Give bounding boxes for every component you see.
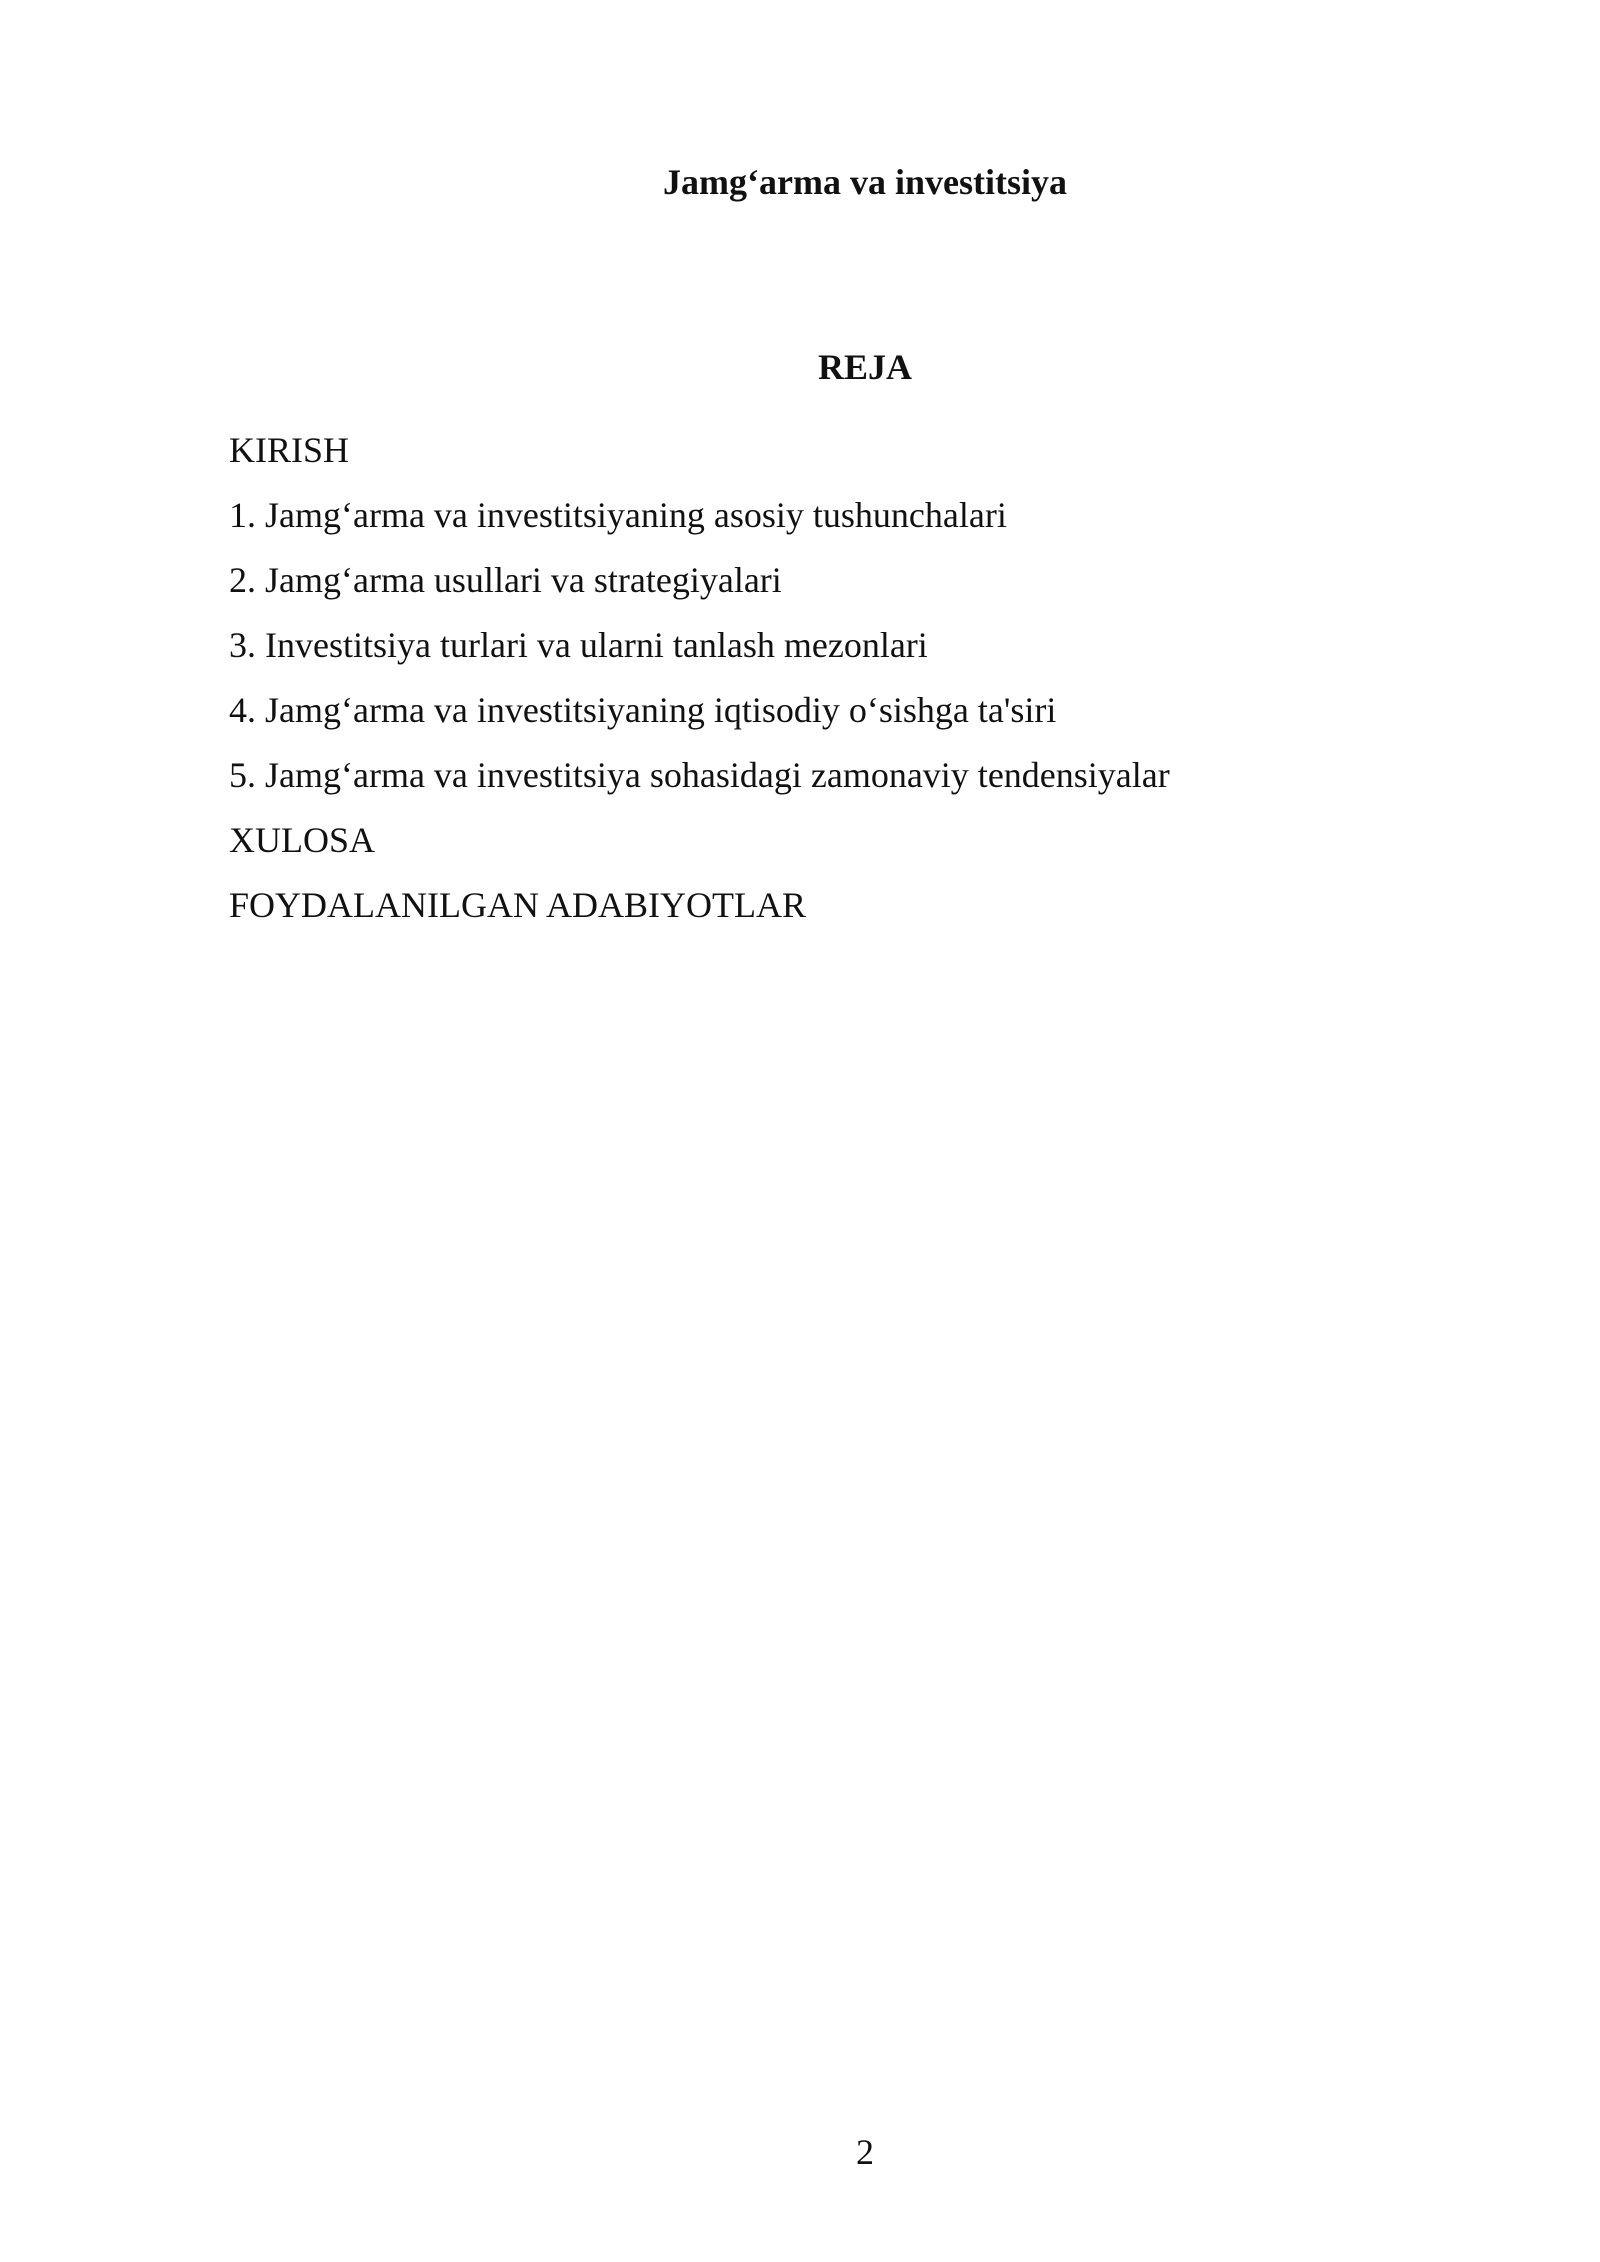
plan-item-3: 3. Investitsiya turlari va ularni tanlash mezonlari (229, 625, 928, 665)
plan-item-2: 2. Jamg‘arma usullari va strategiyalari (229, 560, 782, 600)
page-number: 2 (856, 2132, 874, 2172)
plan-item-references: FOYDALANILGAN ADABIYOTLAR (229, 885, 806, 925)
plan-item-4: 4. Jamg‘arma va investitsiyaning iqtisodiy o‘sishga ta'siri (229, 690, 1057, 730)
document-title: Jamg‘arma va investitsiya (663, 162, 1067, 202)
plan-item-conclusion: XULOSA (229, 820, 376, 860)
plan-item-intro: KIRISH (229, 430, 350, 470)
plan-list (229, 418, 1429, 938)
plan-item-1: 1. Jamg‘arma va investitsiyaning asosiy tushunchalari (229, 495, 1007, 535)
plan-item-5: 5. Jamg‘arma va investitsiya sohasidagi zamonaviy tendensiyalar (229, 755, 1170, 795)
plan-heading: REJA (817, 347, 912, 387)
